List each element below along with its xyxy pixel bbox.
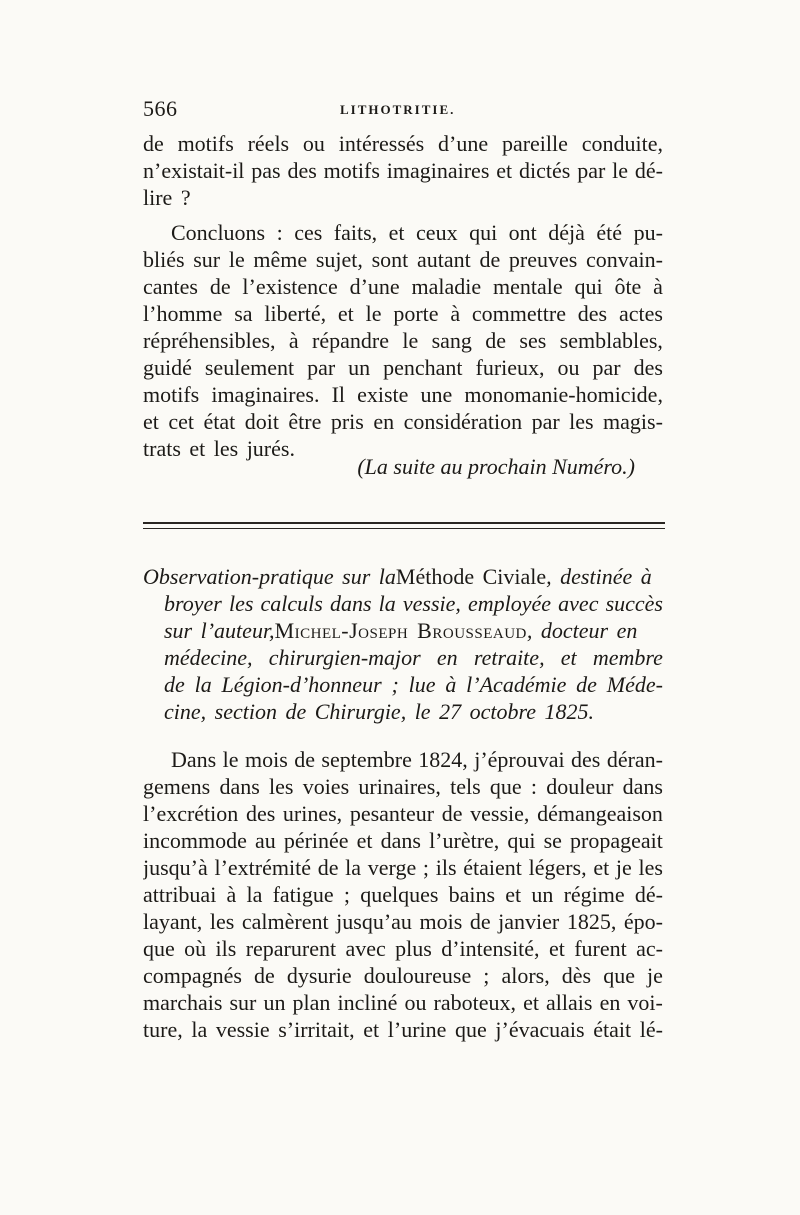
text-line: compagnés de dysurie douloureuse ; alors, dès que je <box>143 963 663 988</box>
text-line: l’excrétion des urines, pesanteur de vessie, démangeaison <box>143 801 663 826</box>
text-line: n’existait-il pas des motifs imaginaires et dictés par le dé- <box>143 158 663 183</box>
title-line: cine, section de Chirurgie, le 27 octobre 1825. <box>164 699 594 724</box>
text-line: et cet état doit être pris en considération par les magis- <box>143 409 663 434</box>
title-line <box>143 617 663 644</box>
section-divider-thin <box>143 528 665 529</box>
text-line: Dans le mois de septembre 1824, j’éprouvai des déran- <box>171 747 663 772</box>
text-line: cantes de l’existence d’une maladie mentale qui ôte à <box>143 274 663 299</box>
text-line: gemens dans les voies urinaires, tels que : douleur dans <box>143 774 663 799</box>
title-part: Observation-pratique sur la <box>143 564 396 589</box>
text-line: attribuai à la fatigue ; quelques bains et un régime dé- <box>143 882 663 907</box>
page-header <box>143 96 663 124</box>
continuation-paragraph <box>143 130 663 211</box>
title-part: , docteur en <box>526 618 638 643</box>
continued-notice: (La suite au prochain Numéro.) <box>357 454 635 479</box>
text-line: layant, les calmèrent jusqu’au mois de janvier 1825, épo- <box>143 909 663 934</box>
running-head: LITHOTRITIE. <box>340 102 456 117</box>
text-line: ture, la vessie s’irritait, et l’urine que j’évacuais était lé- <box>143 1017 663 1042</box>
section-divider <box>143 522 665 524</box>
conclusion-paragraph <box>143 219 663 462</box>
text-line: que où ils reparurent avec plus d’intensité, et furent ac- <box>143 936 663 961</box>
title-line <box>143 563 663 590</box>
author-name: Michel-Joseph Brousseaud <box>274 618 527 643</box>
method-name: Méthode Civiale <box>395 564 547 589</box>
title-line: de la Légion-d’honneur ; lue à l’Académie de Méde- <box>164 672 663 697</box>
text-line: marchais sur un plan incliné ou raboteux, et allais en voi- <box>143 990 663 1015</box>
text-line: jusqu’à l’extrémité de la verge ; ils étaient légers, et je les <box>143 855 663 880</box>
text-line: l’homme sa liberté, et le porte à commettre des actes <box>143 301 663 326</box>
article-title <box>143 563 663 725</box>
text-line: de motifs réels ou intéressés d’une pareille conduite, <box>143 131 663 156</box>
body-paragraph <box>143 746 663 1043</box>
text-line: répréhensibles, à répandre le sang de ses semblables, <box>143 328 663 353</box>
page-number: 566 <box>143 96 178 121</box>
text-line: bliés sur le même sujet, sont autant de preuves convain- <box>143 247 663 272</box>
text-line: trats et les jurés. <box>143 436 295 461</box>
title-part: , destinée à <box>546 564 652 589</box>
title-line: médecine, chirurgien-major en retraite, et membre <box>164 645 663 670</box>
text-line: guidé seulement par un penchant furieux, ou par des <box>143 355 663 380</box>
text-line: motifs imaginaires. Il existe une monomanie-homicide, <box>143 382 663 407</box>
text-line: lire ? <box>143 185 191 210</box>
title-line: broyer les calculs dans la vessie, employée avec succès <box>164 591 663 616</box>
text-line: incommode au périnée et dans l’urètre, qui se propageait <box>143 828 663 853</box>
title-part: sur l’auteur, <box>164 618 275 643</box>
text-line: Concluons : ces faits, et ceux qui ont déjà été pu- <box>171 220 663 245</box>
